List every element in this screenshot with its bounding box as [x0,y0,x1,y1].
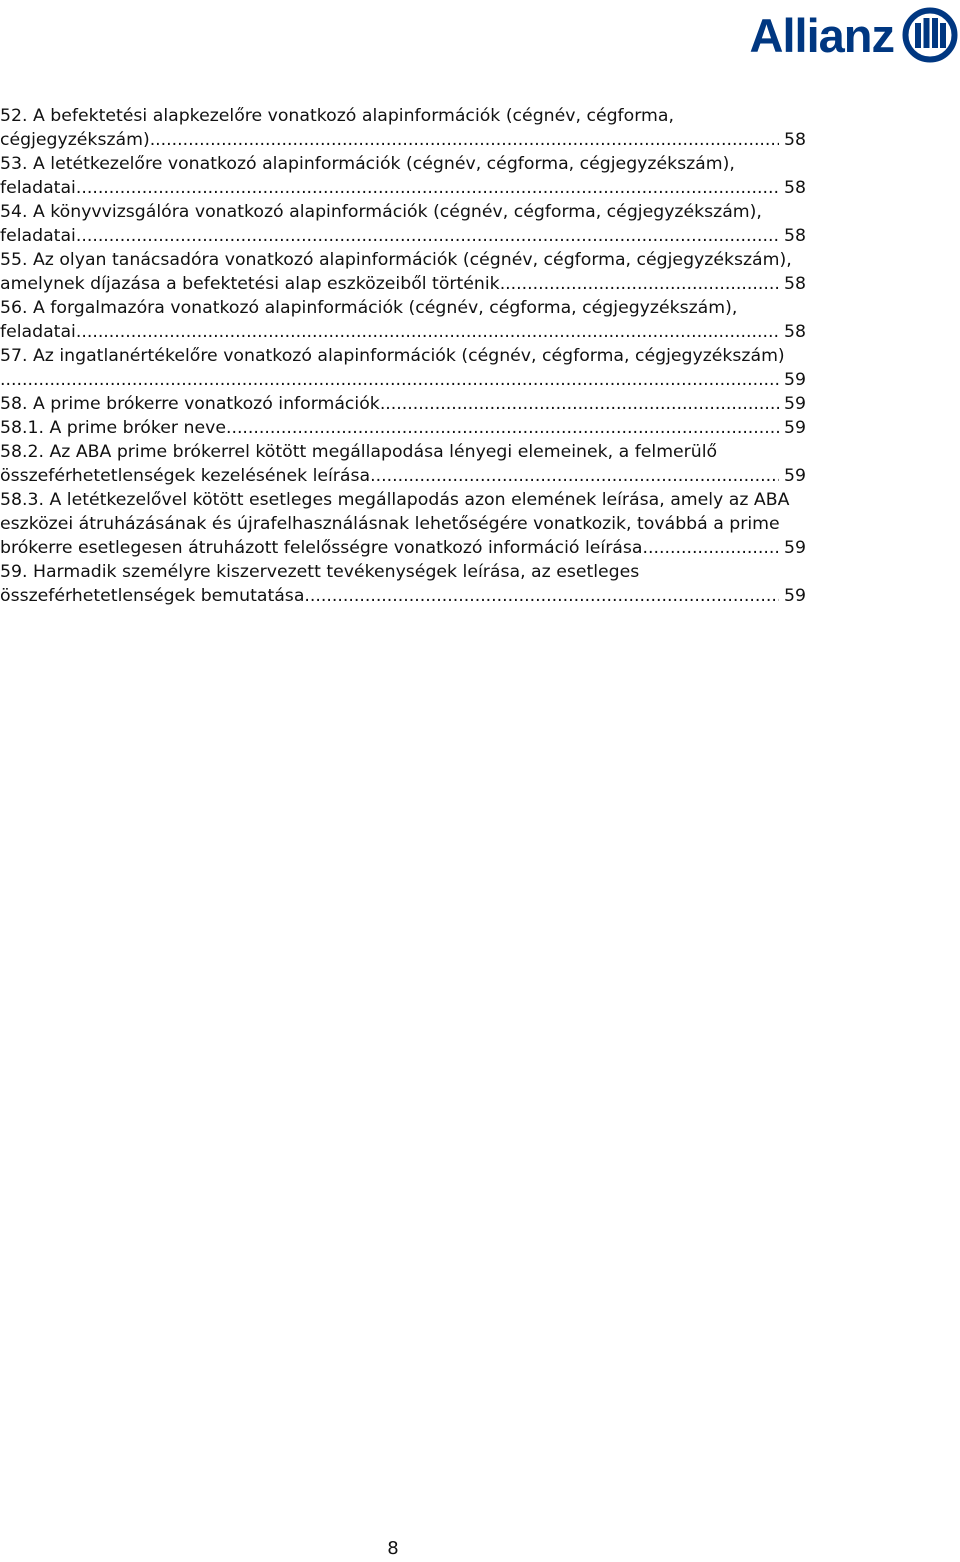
toc-page-number: 58 [784,130,806,150]
dot-leader [380,392,779,416]
toc-page-number: 59 [784,586,806,606]
toc-entry-last-line [0,368,806,392]
toc-entry-last-line [0,464,806,488]
toc-entry-text: 54. A könyvvizsgálóra vonatkozó alapinformációk (cégnév, cégforma, cégjegyzékszám), [0,202,762,222]
table-of-contents [0,104,806,608]
dot-leader [643,536,780,560]
toc-page-number: 58 [784,178,806,198]
toc-entry-last-line [0,416,806,440]
toc-entry-text: 58.1. A prime bróker neve [0,418,226,438]
dot-leader [76,176,779,200]
dot-leader [500,272,779,296]
toc-entry-last-line [0,392,806,416]
toc-entry-text: feladatai [0,322,76,342]
toc-entry-last-line [0,224,806,248]
toc-page-number: 59 [784,394,806,414]
toc-entry[interactable] [0,296,806,344]
toc-entry-text: 56. A forgalmazóra vonatkozó alapinformációk (cégnév, cégforma, cégjegyzékszám), [0,298,738,318]
toc-entry[interactable] [0,416,806,440]
toc-page-number: 58 [784,322,806,342]
toc-page-number: 59 [784,370,806,390]
toc-entry[interactable] [0,440,806,488]
toc-entry-last-line [0,536,806,560]
toc-page-number: 59 [784,418,806,438]
toc-entry-last-line [0,320,806,344]
toc-entry-text: 53. A letétkezelőre vonatkozó alapinformációk (cégnév, cégforma, cégjegyzékszám), [0,154,735,174]
toc-entry-text: 52. A befektetési alapkezelőre vonatkozó alapinformációk (cégnév, cégforma, [0,106,674,126]
toc-entry-text: feladatai [0,226,76,246]
toc-entry-text: 57. Az ingatlanértékelőre vonatkozó alapinformációk (cégnév, cégforma, cégjegyzékszám) [0,346,785,366]
toc-entry-text: brókerre esetlegesen átruházott felelősségre vonatkozó információ leírása [0,538,643,558]
toc-entry-text: cégjegyzékszám) [0,130,150,150]
dot-leader [76,224,779,248]
toc-entry-last-line [0,272,806,296]
brand-name: Allianz [749,8,894,62]
toc-entry[interactable] [0,248,806,296]
allianz-logo [750,4,958,66]
allianz-eagle-icon [902,7,958,63]
dot-leader [0,368,779,392]
toc-entry-text: 58. A prime brókerre vonatkozó információk [0,394,380,414]
toc-entry-text: 58.2. Az ABA prime brókerrel kötött megállapodása lényegi elemeinek, a felmerülő [0,442,718,462]
toc-entry[interactable] [0,344,806,392]
toc-entry-text: összeférhetetlenségek kezelésének leírása [0,466,371,486]
toc-entry-text: 59. Harmadik személyre kiszervezett tevékenységek leírása, az esetleges [0,562,640,582]
toc-entry-text: 58.3. A letétkezelővel kötött esetleges megállapodás azon elemének leírása, amely az ABA [0,490,790,510]
toc-entry[interactable] [0,104,806,152]
toc-entry[interactable] [0,560,806,608]
toc-page-number: 59 [784,466,806,486]
dot-leader [370,464,779,488]
toc-page-number: 59 [784,538,806,558]
toc-entry-text: eszközei átruházásának és újrafelhasználásnak lehetőségére vonatkozik, továbbá a prime [0,514,780,534]
toc-page-number: 58 [784,226,806,246]
toc-page-number: 58 [784,274,806,294]
toc-entry-text: feladatai [0,178,76,198]
toc-entry[interactable] [0,488,806,560]
toc-entry-text: amelynek díjazása a befektetési alap eszközeiből történik [0,274,500,294]
dot-leader [226,416,779,440]
toc-entry-text: 55. Az olyan tanácsadóra vonatkozó alapinformációk (cégnév, cégforma, cégjegyzékszám), [0,250,792,270]
toc-entry[interactable] [0,152,806,200]
dot-leader [76,320,779,344]
toc-entry-last-line [0,584,806,608]
toc-entry[interactable] [0,392,806,416]
dot-leader [150,128,779,152]
toc-entry-last-line [0,176,806,200]
dot-leader [304,584,779,608]
page-number: 8 [387,1538,399,1559]
toc-entry[interactable] [0,200,806,248]
toc-entry-text: összeférhetetlenségek bemutatása [0,586,305,606]
toc-entry-last-line [0,128,806,152]
